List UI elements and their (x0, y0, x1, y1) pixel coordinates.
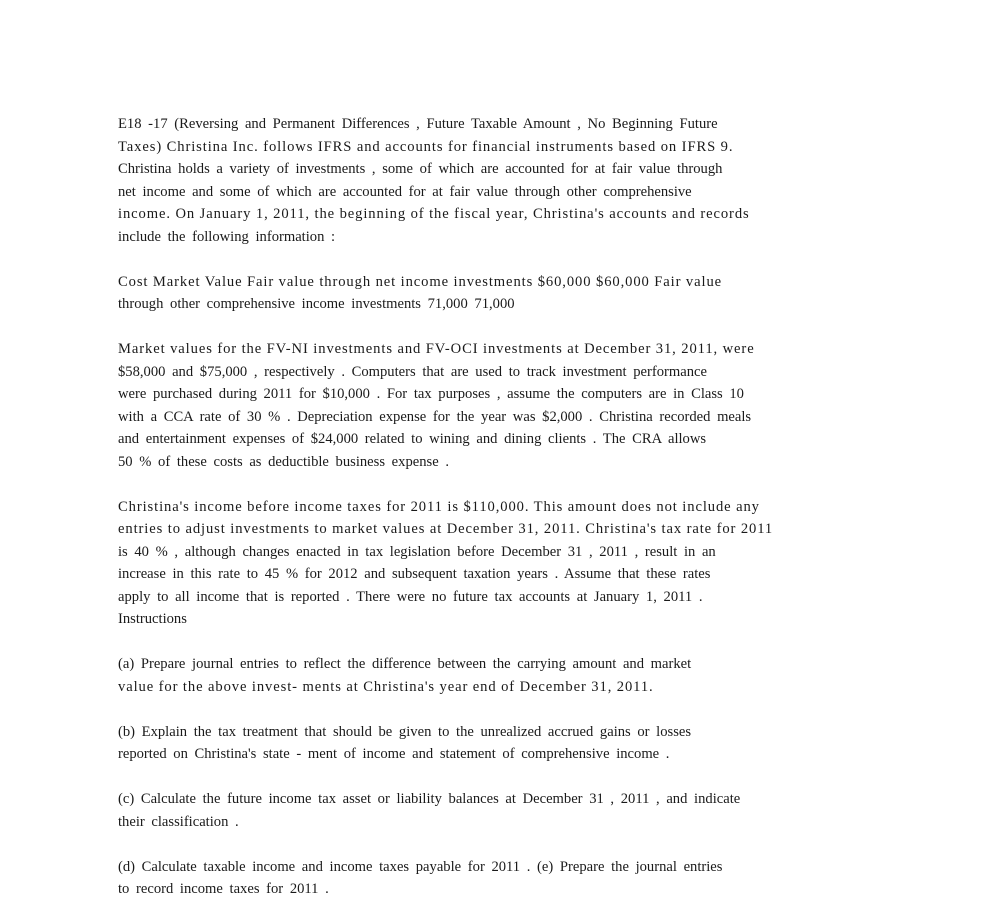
paragraph-gap (118, 473, 878, 496)
text-line: were purchased during 2011 for $10,000 . For tax purposes , assume the computers are in Class 10 (118, 386, 744, 402)
paragraph-gap (118, 833, 878, 856)
paragraph-instruction-a (118, 653, 878, 698)
paragraph-gap (118, 631, 878, 654)
text-line: is 40 % , although changes enacted in tax legislation before December 31 , 2011 , result in an (118, 543, 716, 560)
text-line: (d) Calculate taxable income and income taxes payable for 2011 . (e) Prepare the journal entries (118, 858, 723, 875)
text-line: value for the above invest- ments at Christina's year end of December 31, 2011. (118, 678, 654, 695)
text-line: entries to adjust investments to market values at December 31, 2011. Christina's tax rate for 2011 (118, 521, 774, 537)
text-line: income. On January 1, 2011, the beginning of the fiscal year, Christina's accounts and records (118, 206, 750, 222)
text-line: 50 % of these costs as deductible business expense . (118, 453, 449, 470)
text-line: (b) Explain the tax treatment that should be given to the unrealized accrued gains or losses (118, 723, 692, 740)
paragraph-income-before-taxes (118, 496, 878, 631)
text-line: Cost Market Value Fair value through net income investments $60,000 $60,000 Fair value (118, 273, 723, 290)
paragraph-gap (118, 316, 878, 339)
paragraph-instruction-c (118, 788, 878, 833)
text-line: reported on Christina's state - ment of income and statement of comprehensive income . (118, 746, 670, 762)
text-line: $58,000 and $75,000 , respectively . Computers that are used to track investment performance (118, 363, 707, 380)
text-line: Christina holds a variety of investments , some of which are accounted for at fair value through (118, 161, 723, 177)
text-line: Christina's income before income taxes for 2011 is $110,000. This amount does not include any (118, 498, 760, 515)
text-line: E18 -17 (Reversing and Permanent Differences , Future Taxable Amount , No Beginning Future (118, 116, 718, 132)
text-line: increase in this rate to 45 % for 2012 and subsequent taxation years . Assume that these rates (118, 566, 711, 582)
paragraph-gap (118, 698, 878, 721)
text-line: their classification . (118, 813, 239, 830)
paragraph-gap (118, 248, 878, 271)
paragraph-gap (118, 766, 878, 789)
text-line: Taxes) Christina Inc. follows IFRS and accounts for financial instruments based on IFRS 9. (118, 138, 734, 155)
paragraph-instruction-b (118, 721, 878, 766)
text-line: Instructions (118, 611, 187, 627)
text-line: net income and some of which are accounted for at fair value through other comprehensive (118, 183, 692, 200)
text-line: and entertainment expenses of $24,000 related to wining and dining clients . The CRA allows (118, 431, 707, 447)
text-line: through other comprehensive income investments 71,000 71,000 (118, 296, 515, 312)
text-line: (c) Calculate the future income tax asset or liability balances at December 31 , 2011 , and indicate (118, 791, 741, 807)
paragraph-market-values (118, 338, 878, 473)
paragraph-cost-market-table (118, 271, 878, 316)
paragraph-instruction-d-e (118, 856, 878, 901)
text-line: with a CCA rate of 30 % . Depreciation expense for the year was $2,000 . Christina recorded meals (118, 408, 752, 425)
text-line: (a) Prepare journal entries to reflect the difference between the carrying amount and market (118, 656, 692, 672)
text-line: apply to all income that is reported . There were no future tax accounts at January 1, 2011 . (118, 588, 703, 605)
text-line: include the following information : (118, 228, 336, 245)
text-line: Market values for the FV-NI investments and FV-OCI investments at December 31, 2011, were (118, 341, 755, 357)
text-line: to record income taxes for 2011 . (118, 881, 329, 897)
document-body (118, 113, 878, 901)
paragraph-problem-intro (118, 113, 878, 248)
